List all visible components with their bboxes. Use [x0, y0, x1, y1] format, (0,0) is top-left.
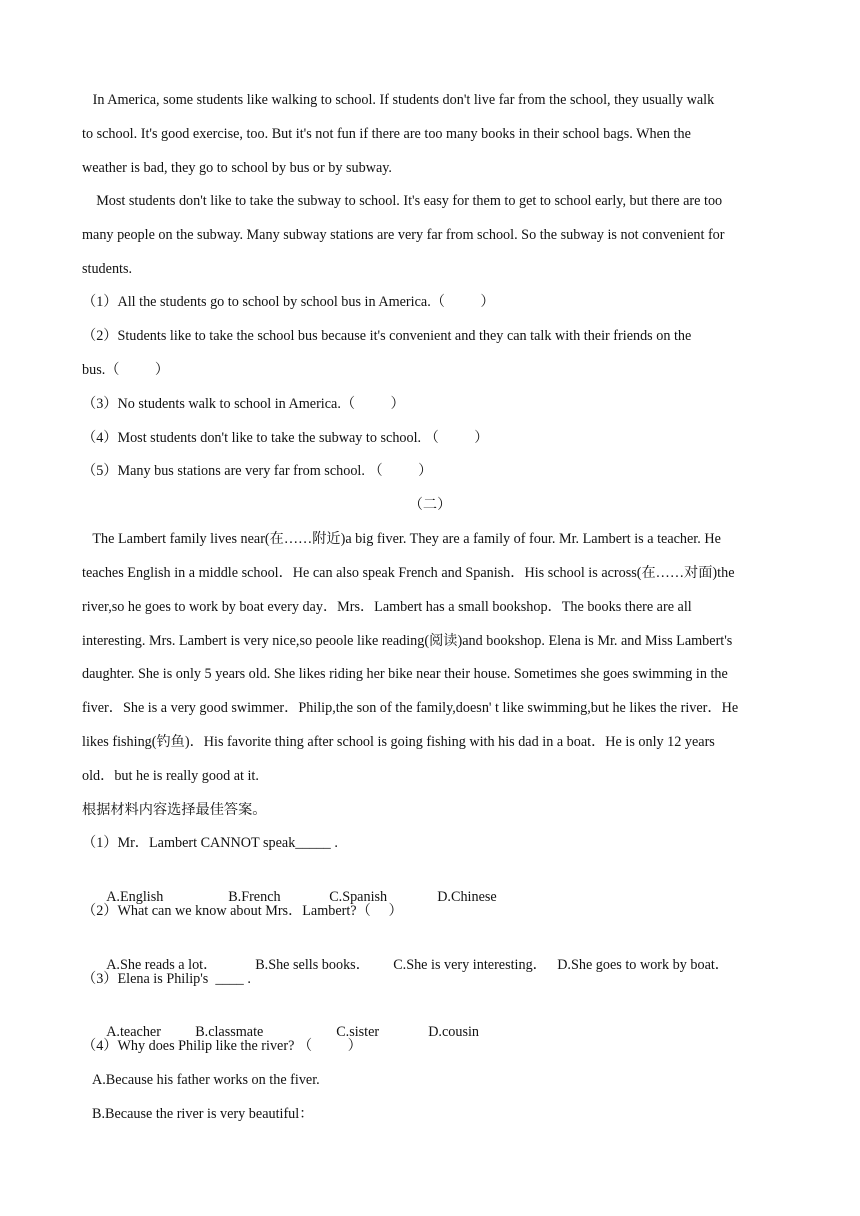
passage2-line-2: teaches English in a middle school．He can also speak French and Spanish．His school is across(在……对面)the	[82, 565, 735, 581]
passage1-line-3: weather is bad, they go to school by bus or by subway.	[82, 160, 392, 176]
option: A.English	[106, 889, 164, 905]
mc-question-1: （1）Mr．Lambert CANNOT speak_____ .	[82, 835, 338, 851]
mc-question-4: （4）Why does Philip like the river? （ ）	[82, 1038, 362, 1054]
option: A.teacher	[106, 1024, 161, 1040]
tf-question-1: （1）All the students go to school by school bus in America.（ ）	[82, 294, 495, 310]
option: A.She reads a lot．	[106, 957, 218, 973]
option: C.She is very interesting．	[393, 957, 547, 973]
passage2-line-4: interesting. Mrs. Lambert is very nice,so peoole like reading(阅读)and bookshop. Elena is Mr. and Miss Lambert's	[82, 633, 733, 649]
tf-question-2: （2）Students like to take the school bus because it's convenient and they can talk with their friends on the	[82, 328, 692, 344]
tf-question-3: （3）No students walk to school in America.（ ）	[82, 396, 405, 412]
option: B.classmate	[195, 1024, 264, 1040]
passage1-line-1: In America, some students like walking to school. If students don't live far from the school, they usually walk	[82, 92, 715, 108]
mc-option-4b: B.Because the river is very beautiful：	[92, 1106, 314, 1122]
passage2-line-8: old．but he is really good at it.	[82, 768, 259, 784]
passage2-line-3: river,so he goes to work by boat every day．Mrs．Lambert has a small bookshop．The books there are all	[82, 599, 692, 615]
passage1-line-2: to school. It's good exercise, too. But it's not fun if there are too many books in their school bags. When the	[82, 126, 691, 142]
passage1-line-5: many people on the subway. Many subway stations are very far from school. So the subway is not convenient for	[82, 227, 725, 243]
option: D.She goes to work by boat．	[557, 957, 729, 973]
mc-question-2: （2）What can we know about Mrs．Lambert?（ ）	[82, 903, 403, 919]
tf-question-2-cont: bus.（ ）	[82, 362, 170, 378]
section-title: （二）	[408, 497, 452, 513]
passage2-line-7: likes fishing(钓鱼)．His favorite thing after school is going fishing with his dad in a boat．He is only 12 years	[82, 734, 715, 750]
option: C.Spanish	[329, 889, 388, 905]
passage2-line-6: fiver．She is a very good swimmer．Philip,the son of the family,doesn' t like swimming,but he likes the river．He	[82, 700, 739, 716]
option: D.Chinese	[437, 889, 497, 905]
option: B.She sells books．	[255, 957, 370, 973]
option: D.cousin	[428, 1024, 480, 1040]
mc-question-3: （3）Elena is Philip's ____ .	[82, 971, 251, 987]
tf-question-5: （5）Many bus stations are very far from school. （ ）	[82, 463, 433, 479]
instruction: 根据材料内容选择最佳答案。	[82, 802, 267, 818]
option: B.French	[228, 889, 281, 905]
passage2-line-1: The Lambert family lives near(在……附近)a big fiver. They are a family of four. Mr. Lambert is a teacher. He	[82, 531, 721, 547]
passage1-line-6: students.	[82, 261, 133, 277]
passage1-line-4: Most students don't like to take the subway to school. It's easy for them to get to school early, but there are too	[82, 193, 723, 209]
option: C.sister	[336, 1024, 380, 1040]
tf-question-4: （4）Most students don't like to take the subway to school. （ ）	[82, 430, 489, 446]
passage2-line-5: daughter. She is only 5 years old. She likes riding her bike near their house. Sometimes she goes swimming in the	[82, 666, 728, 682]
mc-option-4a: A.Because his father works on the fiver.	[92, 1072, 320, 1088]
